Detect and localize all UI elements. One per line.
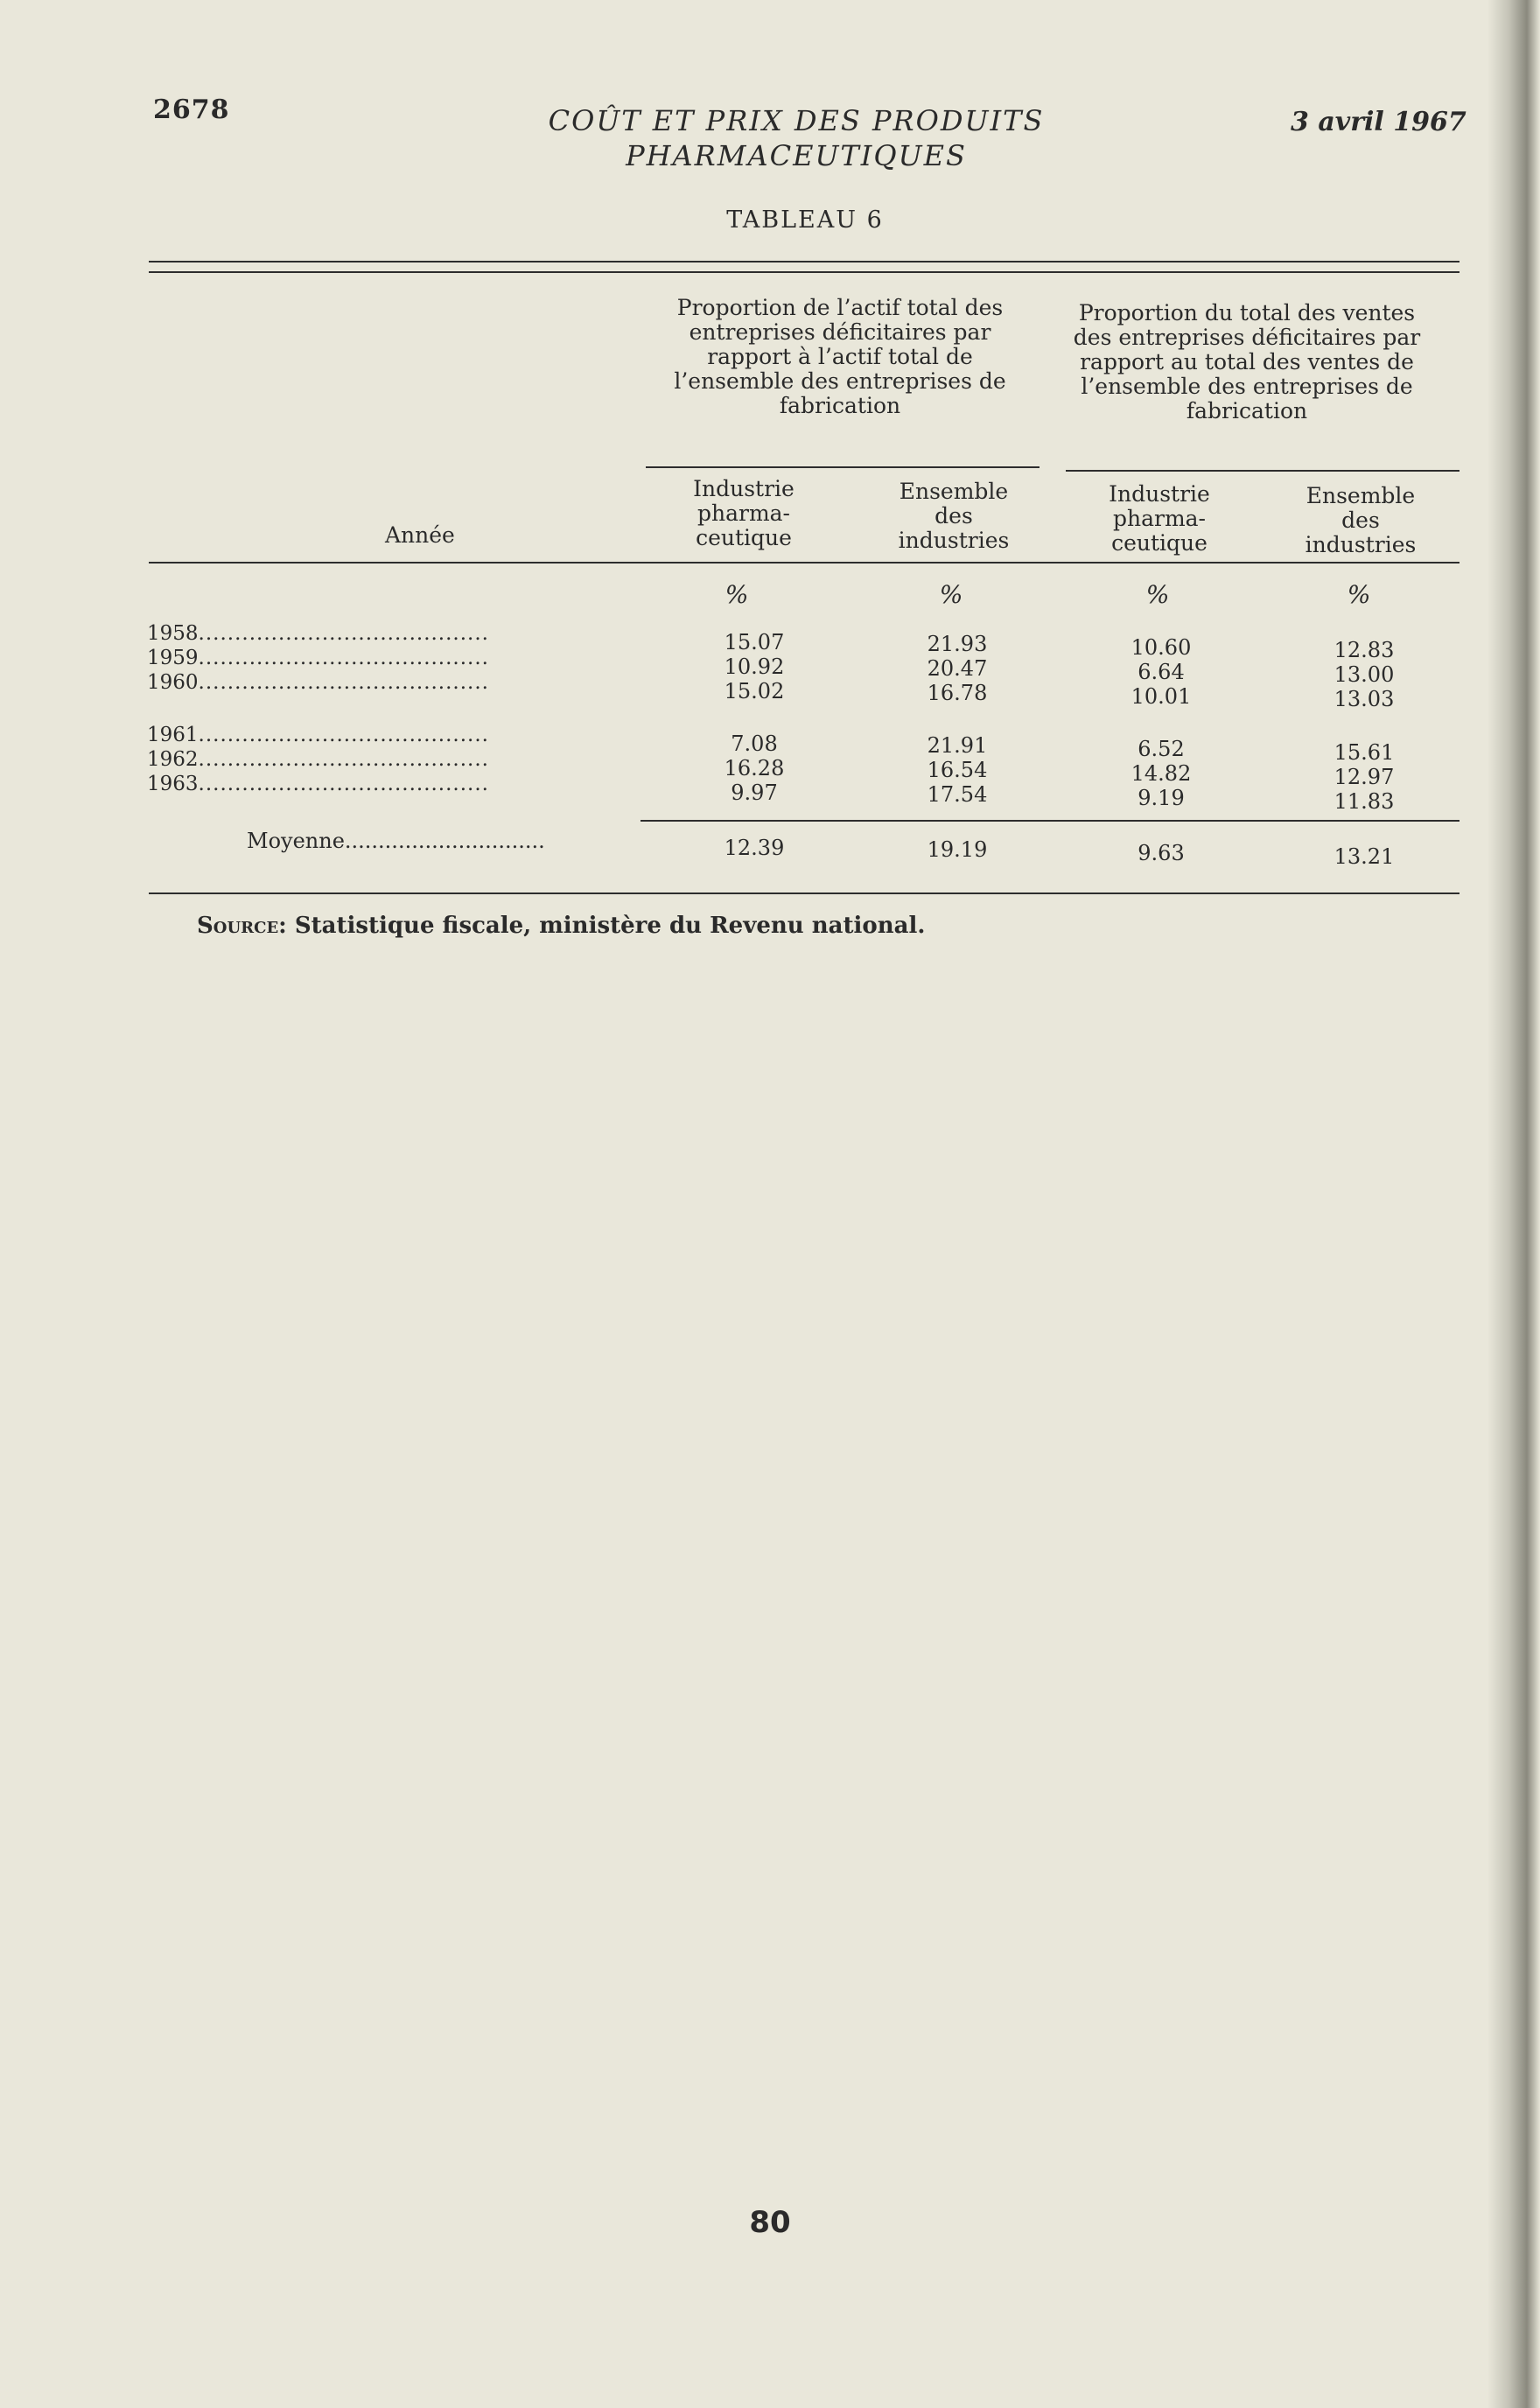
table-top-rule-2 bbox=[149, 271, 1460, 273]
cell-value: 21.91 bbox=[927, 733, 988, 758]
row-year: 1959 bbox=[147, 647, 199, 669]
cell-value: 15.02 bbox=[724, 679, 785, 704]
cell-value: 10.92 bbox=[724, 654, 785, 679]
cell-value: 10.01 bbox=[1130, 684, 1192, 709]
source-label: Source: bbox=[197, 913, 287, 939]
cell-value: 9.97 bbox=[731, 780, 778, 805]
cell-value: 11.83 bbox=[1334, 789, 1395, 814]
average-value: 9.63 bbox=[1138, 841, 1185, 865]
unit-col-4: % bbox=[1347, 580, 1371, 609]
unit-col-1: % bbox=[724, 580, 749, 609]
cell-value: 20.47 bbox=[927, 656, 988, 681]
leader-dots: ........................................ bbox=[198, 622, 489, 645]
cell-value: 7.08 bbox=[731, 732, 778, 756]
running-title bbox=[490, 103, 1102, 173]
cell-value: 16.78 bbox=[927, 681, 988, 705]
average-value: 12.39 bbox=[724, 836, 785, 860]
leader-dots: .............................. bbox=[344, 829, 545, 853]
source-text: Statistique fiscale, ministère du Revenu national. bbox=[294, 913, 926, 939]
row-year: 1961 bbox=[147, 724, 199, 746]
table-title: TABLEAU 6 bbox=[726, 206, 884, 234]
cell-value: 21.93 bbox=[927, 632, 988, 656]
cell-value: 14.82 bbox=[1130, 761, 1192, 786]
unit-col-3: % bbox=[1145, 580, 1170, 609]
running-title-line2: PHARMACEUTIQUES bbox=[626, 139, 967, 172]
table-bottom-rule bbox=[149, 892, 1460, 894]
row-year: 1960 bbox=[147, 671, 199, 694]
cell-value: 15.61 bbox=[1334, 740, 1395, 765]
leader-dots: ........................................ bbox=[198, 724, 489, 746]
subheader-all-sales: Ensemble des industries bbox=[1305, 483, 1417, 557]
group-rule-sales bbox=[1066, 470, 1460, 472]
source-note bbox=[197, 913, 925, 939]
subheader-pharma-sales: Industrie pharma- ceutique bbox=[1109, 481, 1210, 556]
issue-date: 3 avril 1967 bbox=[1291, 107, 1466, 137]
group-header-assets: Proportion de l’actif total des entreprises déficitaires par rapport à l’actif total de l’ensemble des entreprises de fabrication bbox=[674, 295, 1006, 418]
group-header-sales: Proportion du total des ventes des entreprises déficitaires par rapport au total des ventes de l’ensemble des entreprises de fabrication bbox=[1073, 300, 1421, 424]
year-column-header: Année bbox=[385, 522, 455, 548]
subheader-pharma-assets: Industrie pharma- ceutique bbox=[693, 476, 794, 550]
cell-value: 12.83 bbox=[1334, 638, 1395, 662]
average-value: 19.19 bbox=[927, 837, 988, 862]
table-top-rule-1 bbox=[149, 261, 1460, 262]
totals-rule bbox=[640, 820, 1460, 822]
leader-dots: ........................................ bbox=[198, 773, 489, 795]
subheader-all-assets: Ensemble des industries bbox=[898, 479, 1010, 553]
binding-shadow bbox=[1488, 0, 1540, 2408]
cell-value: 16.28 bbox=[724, 756, 785, 780]
cell-value: 13.00 bbox=[1334, 662, 1395, 687]
cell-value: 12.97 bbox=[1334, 765, 1395, 789]
cell-value: 6.64 bbox=[1138, 660, 1185, 684]
cell-value: 15.07 bbox=[724, 630, 785, 654]
leader-dots: ........................................ bbox=[198, 748, 489, 771]
row-year: 1963 bbox=[147, 773, 199, 795]
row-year: 1962 bbox=[147, 748, 199, 771]
header-bottom-rule bbox=[149, 562, 1460, 564]
cell-value: 10.60 bbox=[1130, 635, 1192, 660]
cell-value: 9.19 bbox=[1138, 786, 1185, 810]
average-value: 13.21 bbox=[1334, 844, 1395, 869]
group-rule-assets bbox=[646, 466, 1040, 468]
footer-page-number: 80 bbox=[749, 2205, 791, 2240]
average-label: Moyenne bbox=[247, 829, 345, 853]
cell-value: 17.54 bbox=[927, 782, 988, 807]
cell-value: 16.54 bbox=[927, 758, 988, 782]
running-title-line1: COÛT ET PRIX DES PRODUITS bbox=[548, 104, 1045, 137]
leader-dots: ........................................ bbox=[198, 671, 489, 694]
cell-value: 13.03 bbox=[1334, 687, 1395, 711]
row-year: 1958 bbox=[147, 622, 199, 645]
unit-col-2: % bbox=[939, 580, 963, 609]
page-number-top: 2678 bbox=[153, 94, 230, 125]
leader-dots: ........................................ bbox=[198, 647, 489, 669]
cell-value: 6.52 bbox=[1138, 737, 1185, 761]
